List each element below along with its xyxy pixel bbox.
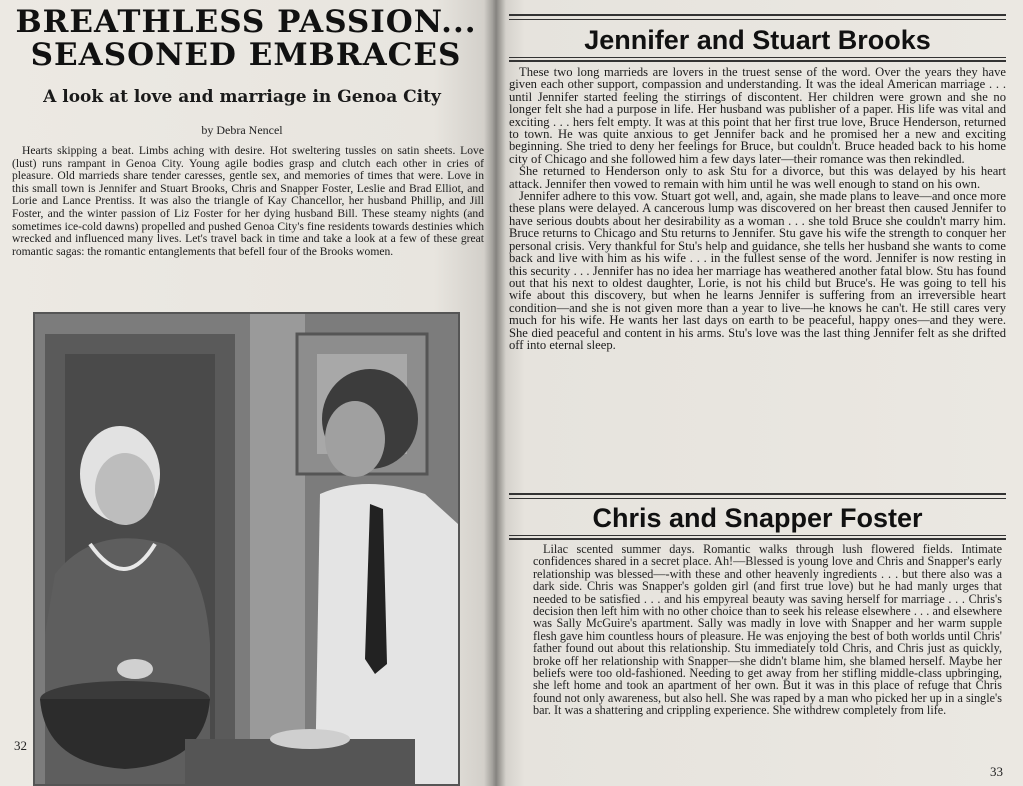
section2-top-rule-thin <box>509 498 1006 499</box>
article-headline <box>4 6 488 72</box>
section2-top-rule <box>509 493 1006 495</box>
section1-paragraph: Jennifer adhere to this vow. Stuart got well, and, again, she made plans to leave—and once more these plans were delayed. A cancerous lump was discovered on her breast then caused Jennifer to have serious doubts about her desirability as a woman . . . she told Bruce she couldn't marry him. Bruce returns to Chicago and Stu returns to Jennifer. Stu gave his wife the strength to conquer her personal crisis. Very thankful for Stu's help and guidance, she tells her husband she wants to come back and live with him as his wife . . . in the fullest sense of the word. Jennifer is now resting in this security . . . Jennifer has no idea her marriage has weathered another fatal blow. Stu has found out that his next to oldest daughter, Lorie, is not his child but Bruce's. He was going to tell his wife about this discovery, but when he learns Jennifer is suffering from an irreversible heart condition—and she is not given more than a year to live—he knows he can't. He still cares very much for his wife. He wants her last days on earth to be peaceful, happy ones—and they were. She died peaceful and content in his arms. Stu's love was the last thing Jennifer felt as she drifted off into eternal sleep. <box>509 189 1006 352</box>
page-number-right: 33 <box>990 764 1003 779</box>
section1-top-rule-thin <box>509 19 1006 20</box>
byline: by Debra Nencel <box>201 123 283 137</box>
couple-photo <box>33 312 460 786</box>
couple-photo-illustration <box>35 314 458 784</box>
right-page <box>493 0 1023 786</box>
book-gutter <box>484 0 506 786</box>
section1-bottom-rule <box>509 60 1006 62</box>
section1-body <box>509 66 1006 351</box>
section2-bottom-rule <box>509 538 1006 540</box>
article-deck: A look at love and marriage in Genoa City <box>43 87 441 107</box>
section1-title: Jennifer and Stuart Brooks <box>584 25 931 55</box>
section1-top-rule <box>509 14 1006 16</box>
section2-paragraph: Lilac scented summer days. Romantic walks through lush flowered fields. Intimate confidences shared in a secret place. Ah!—Blessed is young love and Chris and Snapper's early relationship was blessed—-with these and other heavenly ingredients . . . but there also was a dark side. Chris was Snapper's golden girl (and first true love) but he had manly urges that needed to be satisfied . . . and his empyreal beauty was saving herself for marriage . . . Chris's decision then left him with no other choice than to seek his release elsewhere . . . and elsewhere was Sally McGuire's apartment. Sally was madly in love with Snapper and her warm supple flesh gave him countless hours of pleasure. He was enjoying the best of both worlds until Chris' father found out about this relationship. Stu immediately told Chris, and Chris just as quickly, broke off her relationship with Snapper—she didn't blame him, she blamed herself. Maybe her beliefs were too old-fashioned. Needing to get away from her stifling middle-class upbringing, she left home and took an apartment of her own. But it was in this place of refuge that Chris found not only awareness, but also hell. She was raped by a man who picked her up in a single's bar. It was a shattering and crippling experience. She withdrew completely from life. <box>533 542 1002 718</box>
headline-line-2: SEASONED EMBRACES <box>30 37 462 73</box>
section1-bottom-rule-thin <box>509 57 1006 58</box>
section2-title: Chris and Snapper Foster <box>592 503 923 533</box>
left-page <box>0 0 493 786</box>
section1-paragraph: These two long marrieds are lovers in the truest sense of the word. Over the years they have given each other support, compassion and understanding. It was the ideal American marriage . . . until Jennifer started feeling the stirrings of discontent. Her children were grown and she no longer felt she had a purpose in life. Her husband was publisher of a paper. His life was vital and exciting . . . hers felt empty. It was at this point that her first true love, Bruce Henderson, returned to town. He was quite anxious to get Jennifer back and he promised her a new and exciting beginning. She tried to deny her feelings for Bruce, but couldn't. Bruce headed back to his home city of Chicago and she followed him a few days later—their romance was then rekindled. <box>509 65 1006 166</box>
section1-paragraph: She returned to Henderson only to ask Stu for a divorce, but this was delayed by his heart attack. Jennifer then vowed to remain with him until he was well enough to stand on his own. <box>509 164 1006 191</box>
page-number-left: 32 <box>14 738 27 753</box>
section2-body <box>533 543 1002 717</box>
section2-bottom-rule-thin <box>509 535 1006 536</box>
headline-line-1: BREATHLESS PASSION... <box>15 4 477 40</box>
intro-paragraph: Hearts skipping a beat. Limbs aching with desire. Hot sweltering tussles on satin sheets. Love (lust) runs rampant in Genoa City. Young agile bodies grasp and clutch each other in cries of pleasure. Old marrieds share tender caresses, gentle sex, and memories of times that were. Love in this small town is Jennifer and Stuart Brooks, Chris and Snapper Foster, Leslie and Brad Elliot, and Lorie and Lance Prentiss. It was also the triangle of Kay Chancellor, her husband Phillip, and Jill Foster, and the winter passion of Liz Foster for her dying husband Bill. These steamy nights (and sometimes ice-cold dawns) propelled and pushed Genoa City's fine residents towards destinies which wrecked and influenced many lives. Let's travel back in time and take a look at a few of these great romantic sagas: the romantic entanglements that befell four of the Brooks women. <box>12 144 484 258</box>
